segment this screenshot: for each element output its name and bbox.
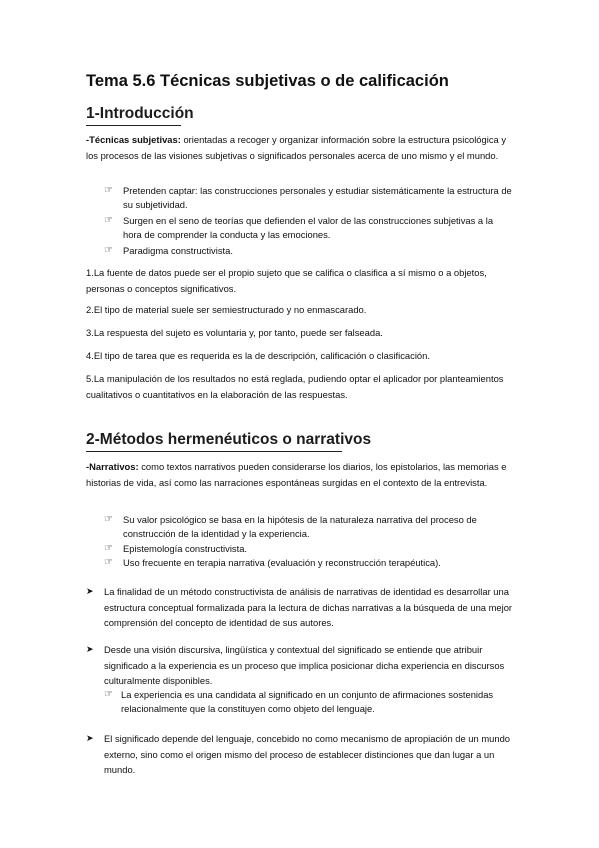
list-item (104, 542, 514, 556)
list-item-text: La experiencia es una candidata al significado en un conjunto de afirmaciones sostenidas relacionalmente que la constituyen como objeto del lenguaje. (121, 689, 494, 714)
arrow-item-text: El significado depende del lenguaje, concebido no como mecanismo de apropiación de un mundo externo, sino como el origen mismo del proceso de establecer distinciones que dan lugar a un mundo. (104, 733, 511, 775)
heading-underline (86, 451, 342, 452)
narrativos-text: como textos narrativos pueden considerarse los diarios, los epistolarios, las memorias e historias de vida, así como las narraciones espontáneas surgidas en el contexto de la entrevista. (86, 461, 507, 488)
arrowhead-icon: ➤ (86, 586, 94, 596)
intro-paragraph (86, 132, 514, 163)
list-item (104, 556, 514, 570)
intro-term: -Técnicas subjetivas: (86, 134, 181, 145)
numbered-item-5: 5.La manipulación de los resultados no está reglada, pudiendo optar el aplicador por planteamientos cualitativos o cuantitativos en la elaboración de las respuestas. (86, 373, 504, 400)
hand-pointer-icon: ☞ (104, 215, 113, 226)
hand-pointer-icon: ☞ (104, 245, 113, 256)
list-item-text: Pretenden captar: las construcciones personales y estudiar sistemáticamente la estructura de su subjetividad. (123, 185, 512, 210)
numbered-item-2: 2.El tipo de material suele ser semiestructurado y no enmascarado. (86, 304, 367, 315)
list-item-text: Surgen en el seno de teorías que defienden el valor de las construcciones subjetivas a la hora de comprender la conducta y las emociones. (123, 215, 494, 240)
narrativos-term: -Narrativos: (86, 461, 139, 472)
section-heading-introduccion (86, 105, 194, 123)
arrow-item-text: La finalidad de un método constructivista de análisis de narrativas de identidad es desarrollar una estructura conceptual formalizada para la lectura de dichas narrativas a la búsqueda de una mejor comprensión del concepto de identidad de sus autores. (104, 586, 513, 628)
arrowhead-icon: ➤ (86, 733, 94, 743)
list-item (104, 184, 514, 212)
list-item (104, 214, 514, 242)
numbered-item-1: 1.La fuente de datos puede ser el propio sujeto que se califica o clasifica a sí mismo o a objetos, personas o conceptos significativos. (86, 267, 487, 294)
numbered-item-4: 4.El tipo de tarea que es requerida es la de descripción, calificación o clasificación. (86, 350, 430, 361)
list-item-text: Paradigma constructivista. (123, 245, 233, 256)
arrow-item (86, 642, 516, 689)
arrow-item (86, 731, 516, 778)
list-item-text: Epistemología constructivista. (123, 543, 248, 554)
list-item-text: Su valor psicológico se basa en la hipótesis de la naturaleza narrativa del proceso de construcción de la identidad y la experiencia. (123, 514, 477, 539)
list-item (104, 244, 514, 258)
hand-pointer-icon: ☞ (104, 543, 113, 554)
hand-pointer-icon: ☞ (104, 514, 113, 525)
hand-pointer-icon: ☞ (104, 185, 113, 196)
numbered-item-3: 3.La respuesta del sujeto es voluntaria y, por tanto, puede ser falseada. (86, 327, 383, 338)
hand-pointer-icon: ☞ (104, 689, 113, 700)
section-heading-metodos (86, 431, 371, 449)
list-item (104, 513, 514, 541)
narrativos-paragraph (86, 459, 514, 490)
heading-underline (86, 125, 181, 126)
arrowhead-icon: ➤ (86, 644, 94, 654)
arrow-item (86, 584, 516, 631)
section-heading-text: 2-Métodos hermenéuticos o narrativos (86, 431, 372, 448)
list-item-text: Uso frecuente en terapia narrativa (evaluación y reconstrucción terapéutica). (123, 557, 441, 568)
list-item (104, 688, 514, 716)
intro-text: orientadas a recoger y organizar información sobre la estructura psicológica y los procesos de las visiones subjetivas o significados personales acerca de uno mismo y el mundo. (86, 134, 507, 161)
arrow-item-text: Desde una visión discursiva, lingüística y contextual del significado se entiende que atribuir significado a la experiencia es un proceso que implica posicionar dicha experiencia en discursos culturalmente disponibles. (104, 644, 505, 686)
document-title: Tema 5.6 Técnicas subjetivas o de calificación (86, 72, 449, 90)
section-heading-text: 1-Introducción (86, 105, 194, 122)
hand-pointer-icon: ☞ (104, 557, 113, 568)
